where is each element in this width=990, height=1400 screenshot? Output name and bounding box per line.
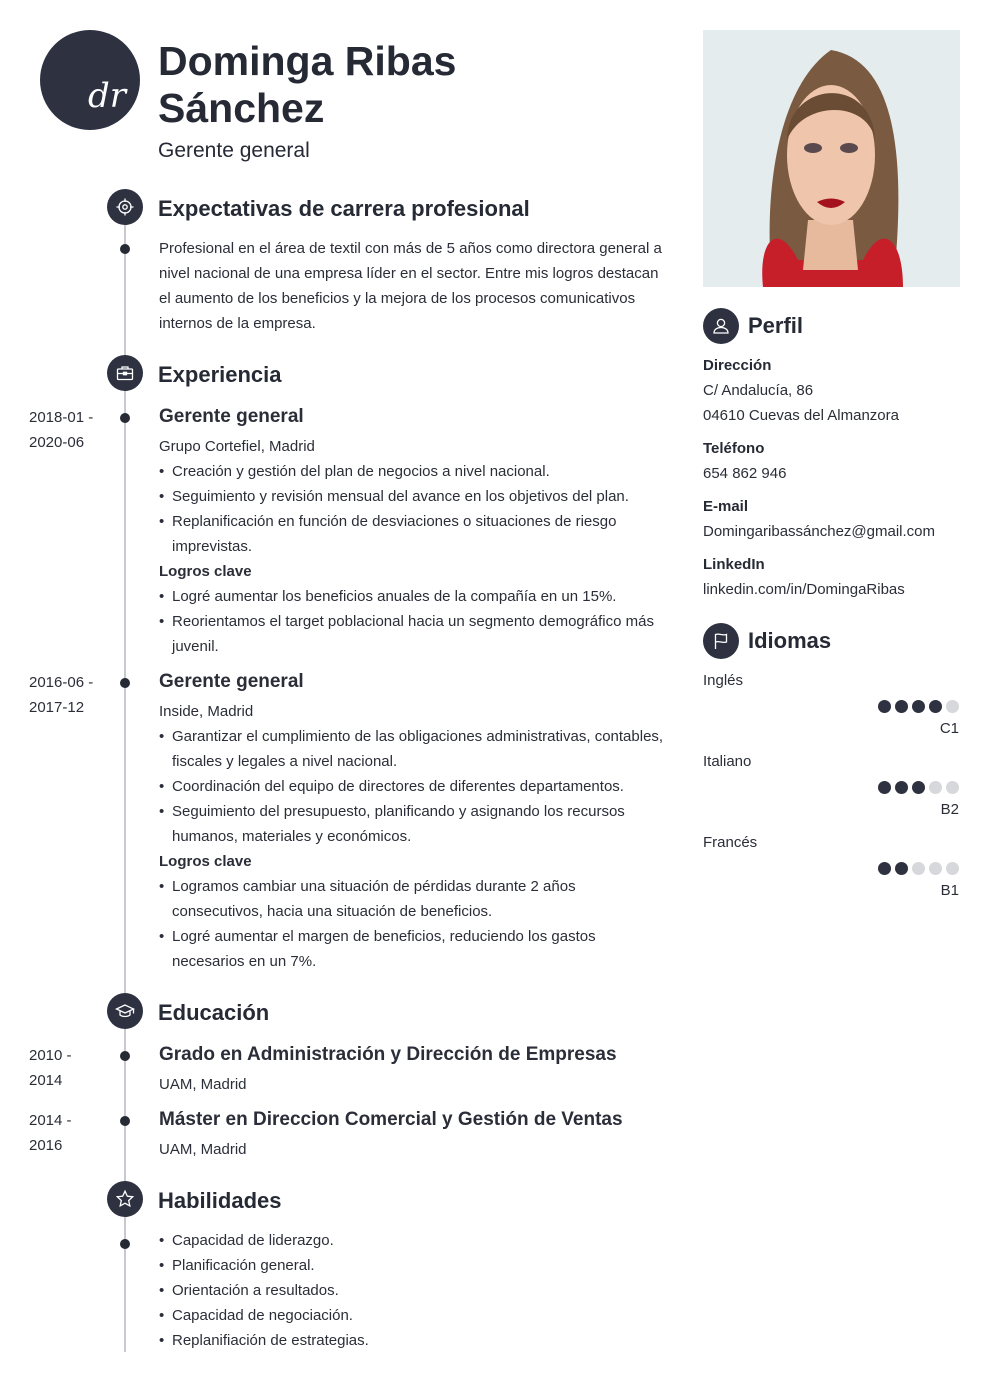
list-item: • Logramos cambiar una situación de pérdidas durante 2 años consecutivos, hacia una situación de beneficios. bbox=[159, 874, 669, 924]
list-item: • Capacidad de negociación. bbox=[159, 1303, 669, 1328]
language-name: Italiano bbox=[703, 753, 752, 770]
monogram-avatar bbox=[40, 30, 140, 130]
achievements-label: Logros clave bbox=[159, 563, 252, 580]
list-item: • Reorientamos el target poblacional hacia un segmento demográfico más juvenil. bbox=[159, 609, 669, 659]
edu-date bbox=[29, 1108, 109, 1158]
rating-dot-filled bbox=[912, 700, 925, 713]
job-achievements bbox=[159, 584, 669, 659]
language-rating bbox=[877, 781, 959, 794]
language-rating bbox=[877, 862, 959, 875]
date-end: 2020-06 bbox=[29, 434, 85, 451]
rating-dot-filled bbox=[929, 700, 942, 713]
language-name: Inglés bbox=[703, 672, 744, 689]
rating-dot-filled bbox=[895, 700, 908, 713]
section-title-education: Educación bbox=[158, 1000, 270, 1025]
timeline-dot bbox=[120, 678, 130, 688]
date-start: 2016-06 - bbox=[29, 674, 94, 691]
rating-dot-filled bbox=[912, 781, 925, 794]
date-end: 2017-12 bbox=[29, 699, 85, 716]
flag-icon bbox=[703, 623, 739, 659]
rating-dot-empty bbox=[929, 862, 942, 875]
email-label: E-mail bbox=[703, 498, 749, 515]
phone-value: 654 862 946 bbox=[703, 465, 787, 482]
rating-dot-empty bbox=[946, 781, 959, 794]
education-entry bbox=[159, 1044, 669, 1097]
profile-photo bbox=[703, 30, 960, 287]
date-start: 2018-01 - bbox=[29, 409, 94, 426]
rating-dot-filled bbox=[878, 700, 891, 713]
school-name: UAM, Madrid bbox=[159, 1141, 247, 1158]
timeline-dot bbox=[120, 1239, 130, 1249]
timeline-dot bbox=[120, 1116, 130, 1126]
job-title: Gerente general bbox=[158, 139, 310, 162]
rating-dot-empty bbox=[912, 862, 925, 875]
job-duties bbox=[159, 724, 669, 849]
skills-list bbox=[159, 1228, 669, 1353]
job-company: Grupo Cortefiel, Madrid bbox=[159, 438, 315, 455]
achievements-label: Logros clave bbox=[159, 853, 252, 870]
briefcase-icon bbox=[107, 355, 143, 391]
list-item: • Replanificación en función de desviaciones o situaciones de riesgo imprevistas. bbox=[159, 509, 669, 559]
section-title-languages: Idiomas bbox=[748, 628, 832, 653]
language-level: B1 bbox=[940, 882, 959, 899]
list-item: • Replanifiación de estrategias. bbox=[159, 1328, 669, 1353]
timeline-dot bbox=[120, 413, 130, 423]
job-company: Inside, Madrid bbox=[159, 703, 254, 720]
rating-dot-empty bbox=[946, 862, 959, 875]
language-level: C1 bbox=[939, 720, 959, 737]
date-end: 2016 bbox=[29, 1137, 63, 1154]
list-item: • Logré aumentar los beneficios anuales de la compañía en un 15%. bbox=[159, 584, 669, 609]
rating-dot-filled bbox=[895, 781, 908, 794]
contact-info bbox=[703, 353, 963, 602]
list-item: • Orientación a resultados. bbox=[159, 1278, 669, 1303]
address-line: 04610 Cuevas del Almanzora bbox=[703, 407, 899, 424]
address-line: C/ Andalucía, 86 bbox=[703, 382, 814, 399]
section-title-career: Expectativas de carrera profesional bbox=[158, 196, 530, 221]
linkedin-value[interactable]: linkedin.com/in/DomingaRibas bbox=[703, 581, 905, 598]
career-summary: Profesional en el área de textil con más de 5 años como directora general a nivel nacional de una empresa líder en el sector. Entre mis logros destacan el aumento de los beneficios y la mejora de los procesos comunicativos internos de la empresa. bbox=[159, 240, 662, 332]
rating-dot-filled bbox=[878, 781, 891, 794]
linkedin-label: LinkedIn bbox=[703, 556, 765, 573]
job-date bbox=[29, 670, 109, 720]
edu-date bbox=[29, 1043, 109, 1093]
list-item: • Planificación general. bbox=[159, 1253, 669, 1278]
list-item: • Seguimiento del presupuesto, planificando y asignando los recursos humanos, materiales y económicos. bbox=[159, 799, 669, 849]
job-entry bbox=[159, 406, 669, 659]
rating-dot-filled bbox=[895, 862, 908, 875]
candidate-name: Dominga Ribas Sánchez bbox=[158, 38, 457, 131]
job-entry bbox=[159, 671, 669, 974]
timeline-dot bbox=[120, 244, 130, 254]
list-item: • Creación y gestión del plan de negocios a nivel nacional. bbox=[159, 459, 669, 484]
school-name: UAM, Madrid bbox=[159, 1076, 247, 1093]
section-title-skills: Habilidades bbox=[158, 1188, 282, 1213]
date-start: 2010 - bbox=[29, 1047, 72, 1064]
job-duties bbox=[159, 459, 669, 559]
list-item: • Seguimiento y revisión mensual del avance en los objetivos del plan. bbox=[159, 484, 669, 509]
list-item: • Logré aumentar el margen de beneficios, reduciendo los gastos necesarios en un 7%. bbox=[159, 924, 669, 974]
date-end: 2014 bbox=[29, 1072, 63, 1089]
job-achievements bbox=[159, 874, 669, 974]
list-item: • Coordinación del equipo de directores de diferentes departamentos. bbox=[159, 774, 669, 799]
date-start: 2014 - bbox=[29, 1112, 72, 1129]
email-value[interactable]: Domingaribassánchez@gmail.com bbox=[703, 523, 935, 540]
initials: dr bbox=[88, 76, 127, 116]
education-entry bbox=[159, 1109, 669, 1162]
language-name: Francés bbox=[703, 834, 758, 851]
address-label: Dirección bbox=[703, 357, 772, 374]
language-level: B2 bbox=[940, 801, 959, 818]
rating-dot-empty bbox=[946, 700, 959, 713]
graduation-cap-icon bbox=[107, 993, 143, 1029]
phone-label: Teléfono bbox=[703, 440, 765, 457]
target-icon bbox=[107, 189, 143, 225]
rating-dot-filled bbox=[878, 862, 891, 875]
list-item: • Garantizar el cumplimiento de las obligaciones administrativas, contables, fiscales y legales a nivel nacional. bbox=[159, 724, 669, 774]
list-item: • Capacidad de liderazgo. bbox=[159, 1228, 669, 1253]
user-icon bbox=[703, 308, 739, 344]
job-date bbox=[29, 405, 109, 455]
language-rating bbox=[877, 700, 959, 713]
section-title-profile: Perfil bbox=[748, 313, 804, 338]
star-icon bbox=[107, 1181, 143, 1217]
degree-title: Máster en Direccion Comercial y Gestión de Ventas bbox=[159, 1109, 623, 1130]
degree-title: Grado en Administración y Dirección de Empresas bbox=[159, 1044, 617, 1065]
rating-dot-empty bbox=[929, 781, 942, 794]
job-title: Gerente general bbox=[159, 671, 304, 692]
timeline-dot bbox=[120, 1051, 130, 1061]
section-title-experience: Experiencia bbox=[158, 362, 282, 387]
job-title: Gerente general bbox=[159, 406, 304, 427]
